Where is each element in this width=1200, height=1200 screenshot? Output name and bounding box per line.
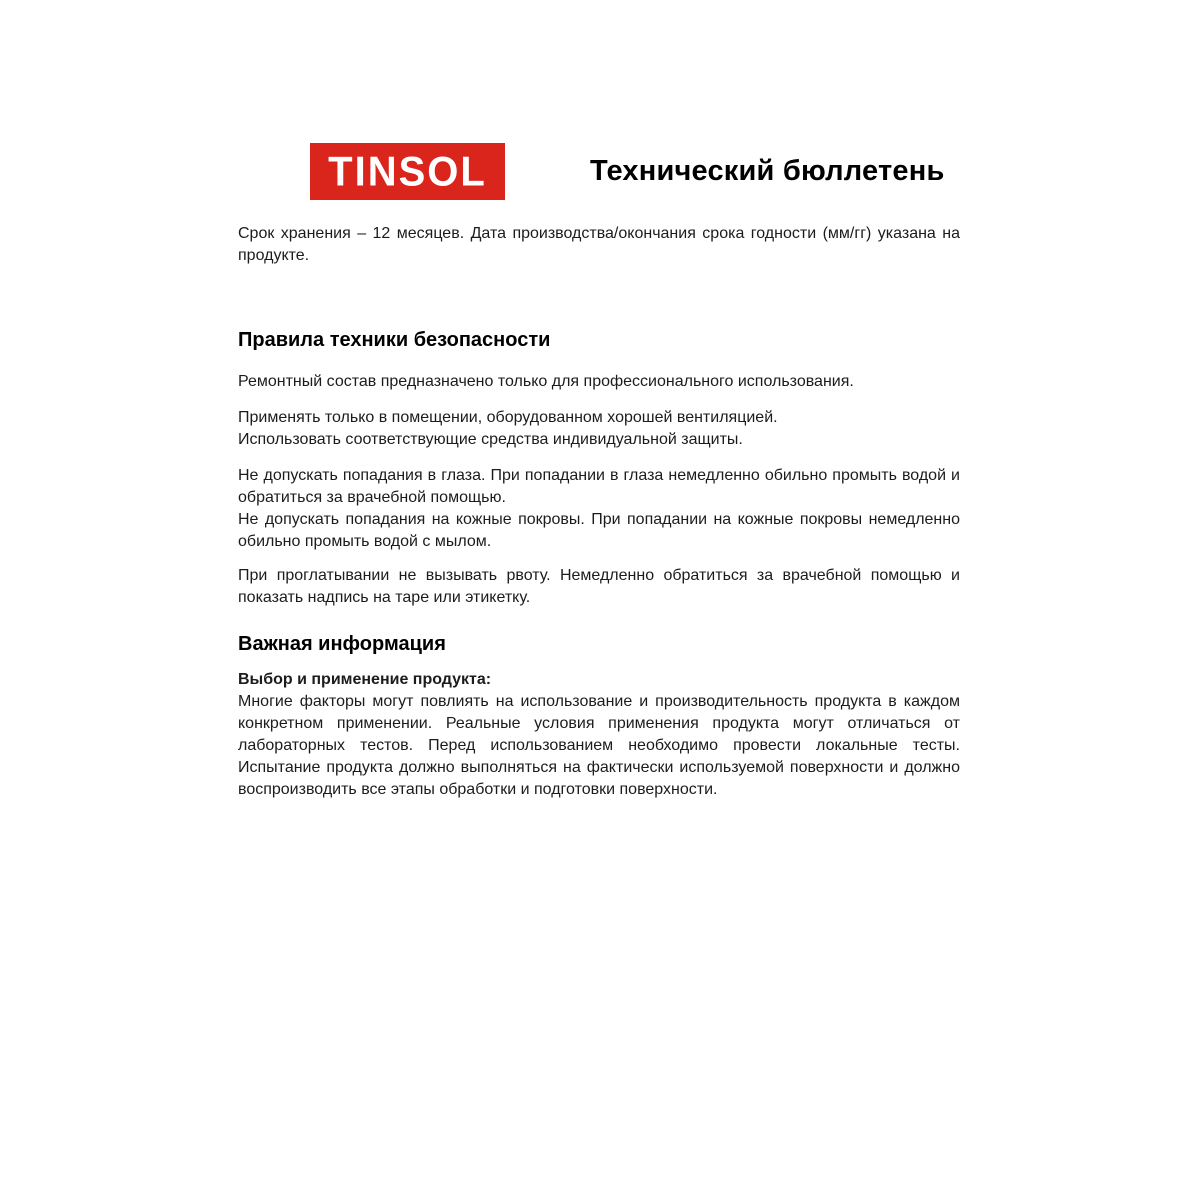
- ventilation-paragraph: [238, 407, 960, 451]
- shelf-life-paragraph: Срок хранения – 12 месяцев. Дата производства/окончания срока годности (мм/гг) указана на продукте.: [238, 225, 960, 264]
- skin-contact-line: Не допускать попадания на кожные покровы. При попадании на кожные покровы немедленно обильно промыть водой с мылом.: [238, 511, 960, 550]
- professional-use-paragraph: Ремонтный состав предназначено только для профессионального использования.: [238, 373, 854, 390]
- document-body: [238, 143, 960, 801]
- ventilation-line: Применять только в помещении, оборудованном хорошей вентиляцией.: [238, 409, 778, 426]
- safety-rules-heading: Правила техники безопасности: [238, 329, 551, 351]
- eyes-contact-line: Не допускать попадания в глаза. При попадании в глаза немедленно обильно промыть водой и обратиться за врачебной помощью.: [238, 467, 960, 506]
- important-info-heading: Важная информация: [238, 633, 446, 655]
- product-choice-block: [238, 669, 960, 801]
- tinsol-logo: [310, 143, 505, 200]
- product-choice-subheading: Выбор и применение продукта:: [238, 671, 492, 688]
- contact-hazard-paragraph: [238, 465, 960, 553]
- product-choice-paragraph: Многие факторы могут повлиять на использование и производительность продукта в каждом конкретном применении. Реальные условия применения продукта могут отличаться от лабораторных тестов. Перед использованием необходимо провести локальные тесты. Испытание продукта должно выполняться на фактически используемой поверхности и должно воспроизводить все этапы обработки и подготовки поверхности.: [238, 693, 960, 798]
- protection-line: Использовать соответствующие средства индивидуальной защиты.: [238, 431, 743, 448]
- page-title: Технический бюллетень: [590, 155, 945, 187]
- document-header: [238, 143, 960, 200]
- tinsol-logo-text: TINSOL: [328, 148, 487, 195]
- swallow-paragraph: При проглатывании не вызывать рвоту. Немедленно обратиться за врачебной помощью и показать надпись на таре или этикетку.: [238, 567, 960, 606]
